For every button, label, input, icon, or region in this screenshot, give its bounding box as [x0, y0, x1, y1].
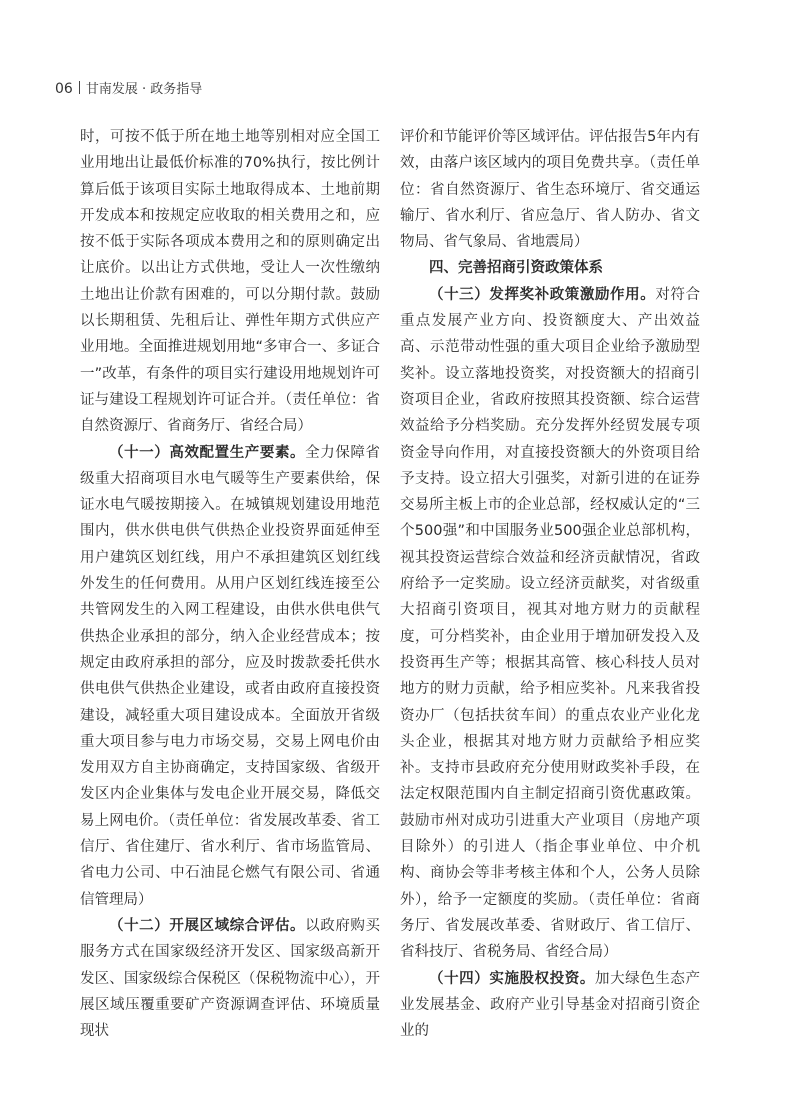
section-heading: 四、完善招商引资政策体系	[429, 260, 603, 277]
publication-title: 甘南发展 · 政务指导	[85, 82, 203, 97]
paragraph-lead: （十二）开展区域综合评估。	[109, 917, 306, 934]
page-header	[55, 78, 202, 97]
left-column	[80, 124, 380, 1044]
paragraph-section-11	[80, 440, 380, 913]
paragraph-lead: （十四）实施股权投资。	[429, 970, 595, 987]
paragraph-body: 全力保障省级重大招商项目水电气暖等生产要素供给，保证水电气暖按期接入。在城镇规划建设用地范围内，供水供电供气供热企业投资界面延伸至用户建筑区划红线，用户不承担建筑区划红线外发生的任何费用。从用户区划红线连接至公共管网发生的入网工程建设，由供水供电供气供热企业承担的部分，纳入企业经营成本；按规定由政府承担的部分，应及时拨款委托供水供电供气供热企业建设，或者由政府直接投资建设，减轻重大项目建设成本。全面放开省级重大项目参与电力市场交易，交易上网电价由发用双方自主协商确定，支持国家级、省级开发区内企业集体与发电企业开展交易，降低交易上网电价。（责任单位：省发展改革委、省工信厅、省住建厅、省水利厅、省市场监管局、省电力公司、中石油昆仑燃气有限公司、省通信管理局）	[80, 444, 381, 908]
header-divider	[79, 81, 80, 94]
right-column	[400, 124, 700, 1044]
paragraph-section-13	[400, 282, 700, 966]
paragraph-section-14	[400, 966, 700, 1045]
paragraph-lead: （十三）发挥奖补政策激励作用。	[429, 286, 656, 303]
paragraph-continuation: 时，可按不低于所在地土地等别相对应全国工业用地出让最低价标准的70%执行，按比例计算后低于该项目实际土地取得成本、土地前期开发成本和按规定应收取的相关费用之和，应按不低于实际各项成本费用之和的原则确定出让底价。以出让方式供地，受让人一次性缴纳土地出让价款有困难的，可以分期付款。鼓励以长期租赁、先租后让、弹性年期方式供应产业用地。全面推进规划用地“多审合一、多证合一”改革，有条件的项目实行建设用地规划许可证与建设工程规划许可证合并。（责任单位：省自然资源厅、省商务厅、省经合局）	[80, 129, 380, 435]
paragraph-body: 加大绿色生态产业发展基金、政府产业引导基金对招商引资企业的	[400, 970, 701, 1040]
paragraph-section-12	[80, 913, 380, 1044]
paragraph-continuation: 评价和节能评价等区域评估。评估报告5年内有效，由落户该区域内的项目免费共享。（责任单位：省自然资源厅、省生态环境厅、省交通运输厅、省水利厅、省应急厅、省人防办、省文物局、省气象局、省地震局）	[400, 129, 700, 251]
paragraph-body: 以政府购买服务方式在国家级经济开发区、国家级高新开发区、国家级综合保税区（保税物流中心），开展区域压覆重要矿产资源调查评估、环境质量现状	[80, 917, 381, 1040]
page-number: 06	[55, 81, 73, 97]
paragraph-lead: （十一）高效配置生产要素。	[109, 444, 306, 461]
paragraph-body: 对符合重点发展产业方向、投资额度大、产出效益高、示范带动性强的重大项目企业给予激励型奖补。设立落地投资奖，对投资额大的招商引资项目企业，省政府按照其投资额、综合运营效益给予分档奖励。充分发挥外经贸发展专项资金导向作用，对直接投资额大的外资项目给予支持。设立招大引强奖，对新引进的在证券交易所主板上市的企业总部，经权威认定的“三个500强”和中国服务业500强企业总部机构，视其投资运营综合效益和经济贡献情况，省政府给予一定奖励。设立经济贡献奖，对省级重大招商引资项目，视其对地方财力的贡献程度，可分档奖补，由企业用于增加研发投入及投资再生产等；根据其高管、核心科技人员对地方的财力贡献，给予相应奖补。凡来我省投资办厂（包括扶贫车间）的重点农业产业化龙头企业，根据其对地方财力贡献给予相应奖补。支持市县政府充分使用财政奖补手段，在法定权限范围内自主制定招商引资优惠政策。鼓励市州对成功引进重大产业项目（房地产项目除外）的引进人（指企事业单位、中介机构、商协会等非考核主体和个人，公务人员除外），给予一定额度的奖励。（责任单位：省商务厅、省发展改革委、省财政厅、省工信厅、省科技厅、省税务局、省经合局）	[400, 286, 701, 961]
